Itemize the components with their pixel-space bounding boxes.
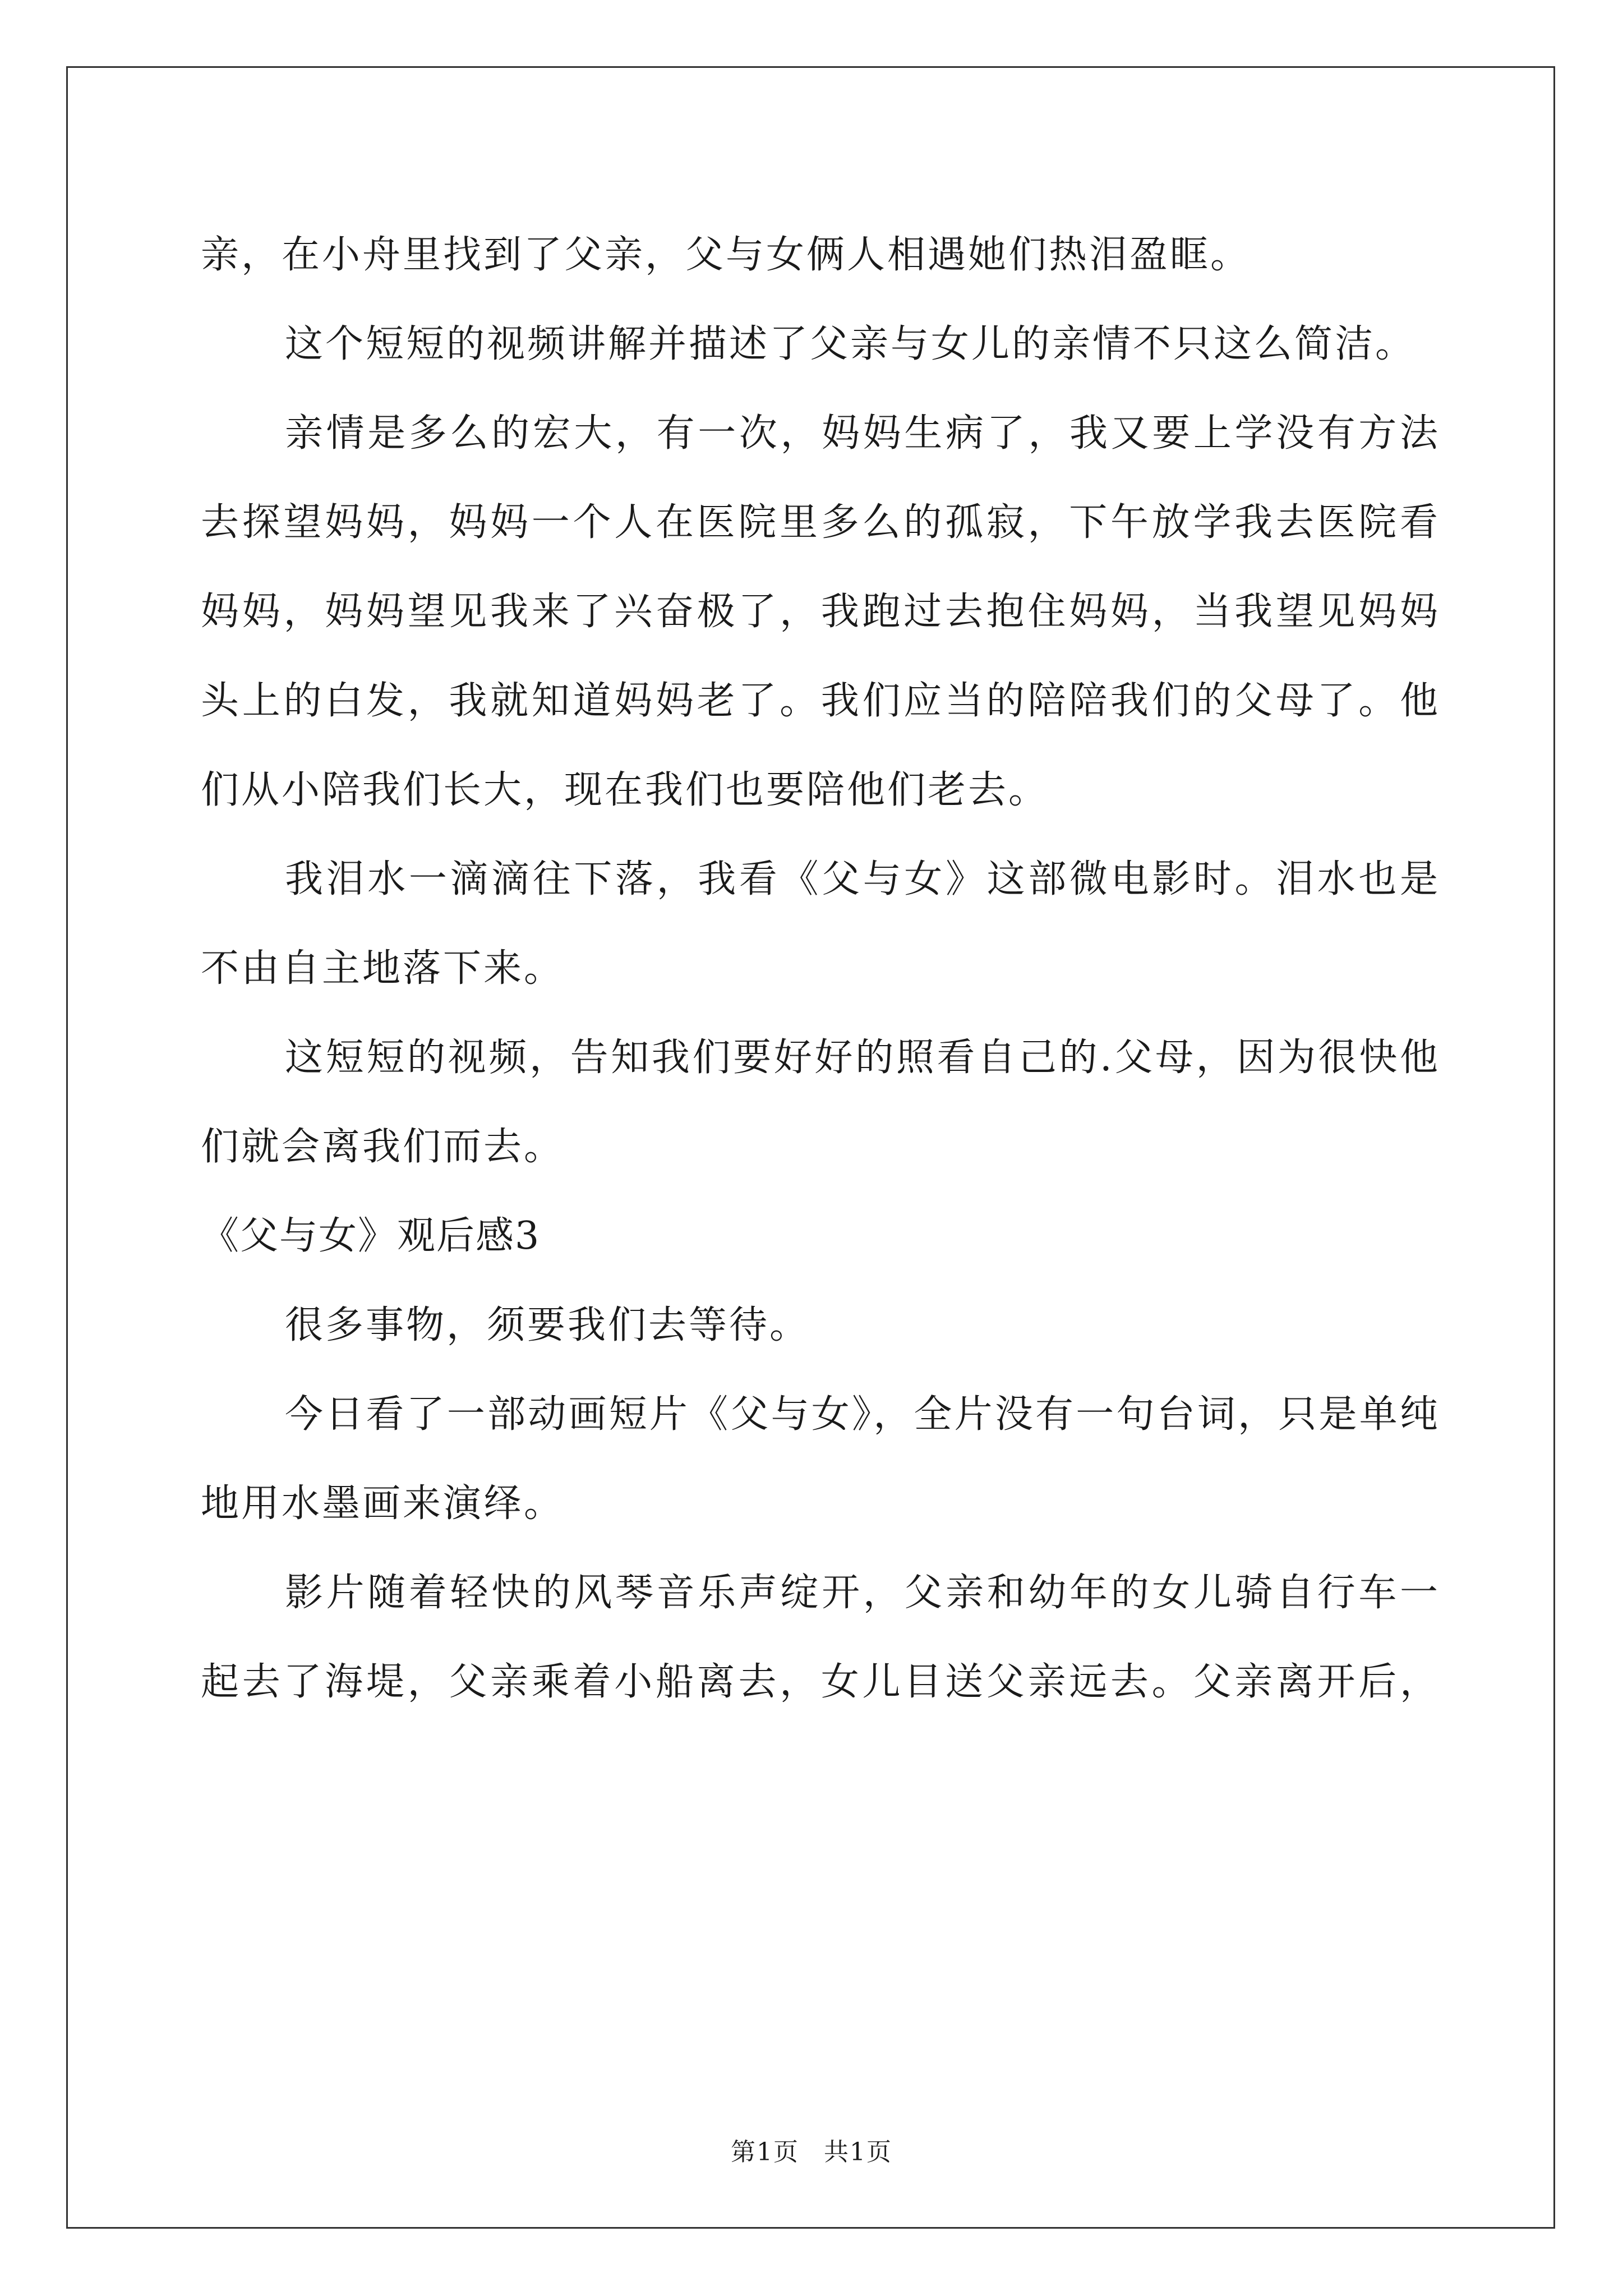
section-heading: 《父与女》观后感3 [201, 1214, 541, 1258]
page-footer [0, 2132, 1623, 2168]
text-line: 今日看了一部动画短片《父与女》，全片没有一句台词，只是单纯 [285, 1392, 1440, 1437]
text-line: 我泪水一滴滴往下落，我看《父与女》这部微电影时。泪水也是 [285, 857, 1440, 901]
text-line: 去探望妈妈，妈妈一个人在医院里多么的孤寂，下午放学我去医院看 [201, 500, 1440, 545]
page-number-current: 第1页 [731, 2138, 799, 2166]
text-line: 亲，在小舟里找到了父亲，父与女俩人相遇她们热泪盈眶。 [201, 233, 1251, 277]
text-line: 很多事物，须要我们去等待。 [285, 1303, 810, 1347]
text-line: 们就会离我们而去。 [201, 1125, 565, 1169]
text-line: 不由自主地落下来。 [201, 946, 565, 991]
text-line: 这个短短的视频讲解并描述了父亲与女儿的亲情不只这么简洁。 [285, 322, 1416, 366]
text-line: 亲情是多么的宏大，有一次，妈妈生病了，我又要上学没有方法 [285, 411, 1440, 455]
text-line: 头上的白发，我就知道妈妈老了。我们应当的陪陪我们的父母了。他 [201, 679, 1440, 723]
page-number-total: 共1页 [824, 2138, 892, 2166]
text-line: 起去了海堤，父亲乘着小船离去，女儿目送父亲远去。父亲离开后， [201, 1660, 1440, 1704]
document-body [201, 219, 1440, 1735]
text-line: 妈妈，妈妈望见我来了兴奋极了，我跑过去抱住妈妈，当我望见妈妈 [201, 590, 1440, 634]
text-line: 这短短的视频，告知我们要好好的照看自己的.父母，因为很快他 [285, 1036, 1440, 1080]
text-line: 影片随着轻快的风琴音乐声绽开，父亲和幼年的女儿骑自行车一 [285, 1571, 1440, 1615]
text-line: 们从小陪我们长大，现在我们也要陪他们老去。 [201, 768, 1049, 812]
text-line: 地用水墨画来演绎。 [201, 1481, 565, 1526]
